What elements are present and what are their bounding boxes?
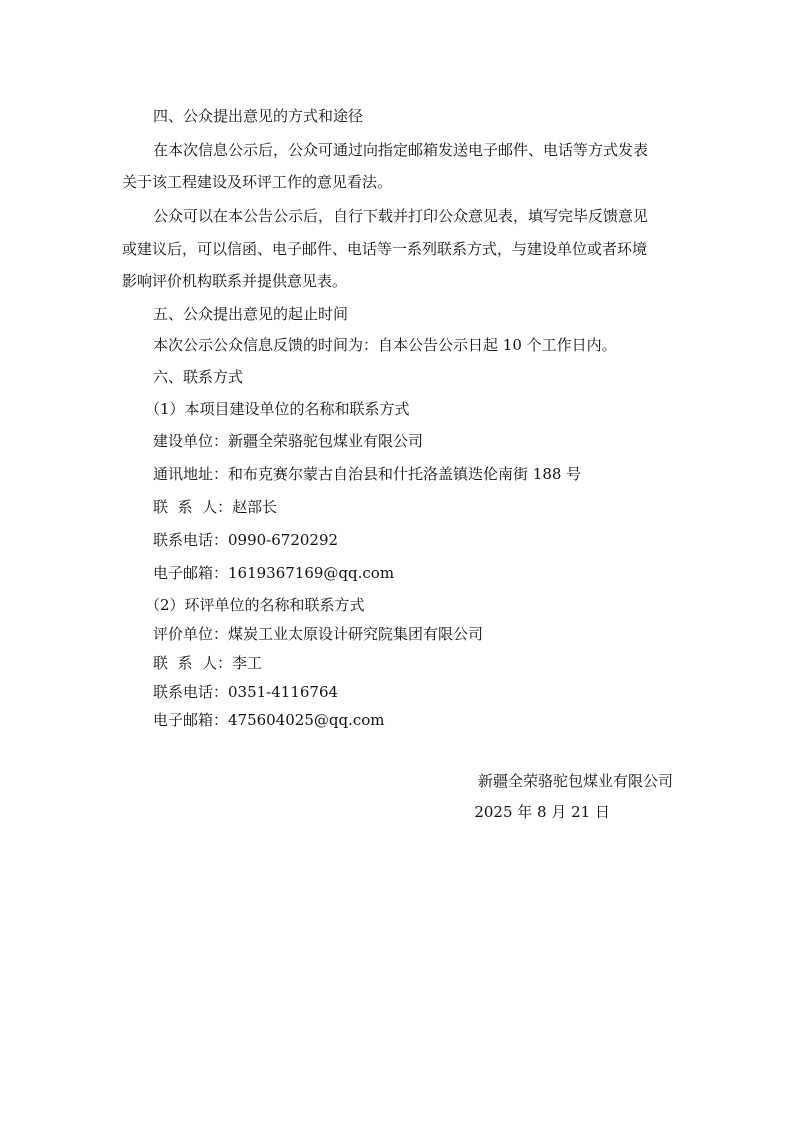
evaluator-phone: 联系电话：0351-4116764 [153, 683, 339, 701]
builder-phone: 联系电话：0990-6720292 [153, 531, 339, 549]
section4-para2-line3: 影响评价机构联系并提供意见表。 [122, 272, 348, 290]
evaluator-unit: 评价单位：煤炭工业太原设计研究院集团有限公司 [153, 625, 484, 643]
section5-text: 本次公示公众信息反馈的时间为：自本公告公示日起 10 个工作日内。 [153, 336, 617, 354]
builder-email: 电子邮箱：1619367169@qq.com [153, 564, 395, 582]
section4-para2-line2: 或建议后，可以信函、电子邮件、电话等一系列联系方式，与建设单位或者环境 [122, 240, 648, 258]
section5-heading: 五、公众提出意见的起止时间 [153, 305, 349, 323]
section4-para1-line1: 在本次信息公示后，公众可通过向指定邮箱发送电子邮件、电话等方式发表 [153, 141, 649, 159]
signature-date: 2025 年 8 月 21 日 [474, 803, 610, 821]
builder-unit: 建设单位：新疆全荣骆驼包煤业有限公司 [153, 432, 424, 450]
section4-para1-line2: 关于该工程建设及环评工作的意见看法。 [122, 173, 393, 191]
signature-company: 新疆全荣骆驼包煤业有限公司 [477, 772, 673, 790]
builder-address: 通讯地址：和布克赛尔蒙古自治县和什托洛盖镇迭伦南街 188 号 [153, 465, 582, 483]
evaluator-email: 电子邮箱：475604025@qq.com [153, 711, 385, 729]
section6-heading: 六、联系方式 [153, 368, 244, 386]
builder-contact: 联 系 人：赵部长 [153, 498, 278, 516]
builder-heading: （1）本项目建设单位的名称和联系方式 [145, 400, 410, 418]
evaluator-heading: （2）环评单位的名称和联系方式 [145, 596, 365, 614]
section4-para2-line1: 公众可以在本公告公示后，自行下载并打印公众意见表，填写完毕反馈意见 [153, 207, 649, 225]
section4-heading: 四、公众提出意见的方式和途径 [153, 107, 364, 125]
evaluator-contact: 联 系 人：李工 [153, 654, 263, 672]
